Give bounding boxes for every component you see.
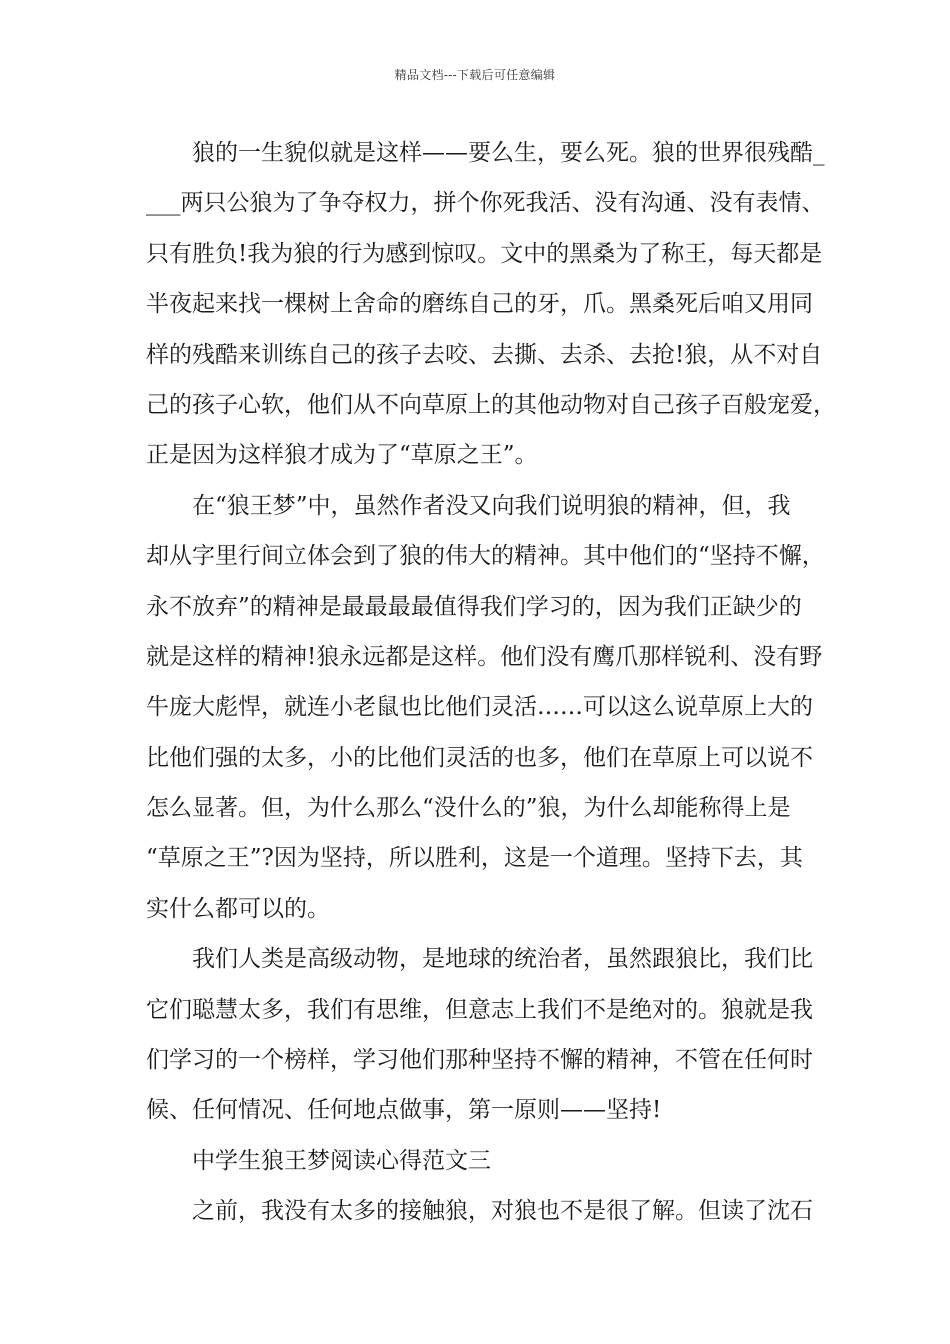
paragraph-line: 它们聪慧太多，我们有思维，但意志上我们不是绝对的。狼就是我 (146, 996, 813, 1023)
paragraph-line: 实什么都可以的。 (146, 895, 330, 922)
paragraph-line: 己的孩子心软，他们从不向草原上的其他动物对自己孩子百般宠爱， (146, 391, 836, 418)
page-header: 精品文档---下载后可任意编辑 (394, 68, 556, 82)
paragraph-line: 候、任何情况、任何地点做事，第一原则——坚持! (146, 1097, 662, 1124)
paragraph-line: 正是因为这样狼才成为了“草原之王”。 (146, 442, 538, 469)
paragraph-line: 狼的一生貌似就是这样——要么生，要么死。狼的世界很残酷_ (192, 140, 825, 166)
paragraph-line: 们学习的一个榜样，学习他们那种坚持不懈的精神，不管在任何时 (146, 1047, 813, 1074)
paragraph-line: 却从字里行间立体会到了狼的伟大的精神。其中他们的“坚持不懈， (146, 543, 825, 570)
paragraph-line: 在“狼王梦”中，虽然作者没又向我们说明狼的精神，但，我 (192, 492, 791, 519)
paragraph-line: ___两只公狼为了争夺权力，拼个你死我活、没有沟通、没有表情、 (146, 190, 825, 217)
paragraph-line: 之前，我没有太多的接触狼，对狼也不是很了解。但读了沈石 (192, 1198, 813, 1225)
paragraph-line: 只有胜负!我为狼的行为感到惊叹。文中的黑桑为了称王，每天都是 (146, 240, 823, 267)
paragraph-line: 半夜起来找一棵树上舍命的磨练自己的牙，爪。黑桑死后咱又用同 (146, 291, 813, 318)
paragraph-line: 样的残酷来训练自己的孩子去咬、去撕、去杀、去抢!狼，从不对自 (146, 341, 823, 368)
paragraph-line: 比他们强的太多，小的比他们灵活的也多，他们在草原上可以说不 (146, 744, 813, 771)
section-heading: 中学生狼王梦阅读心得范文三 (192, 1147, 491, 1174)
document-body (146, 133, 836, 1242)
paragraph-line: 怎么显著。但，为什么那么“没什么的”狼，为什么却能称得上是 (146, 795, 791, 822)
paragraph-line: 就是这样的精神!狼永远都是这样。他们没有鹰爪那样锐利、没有野 (146, 643, 823, 670)
paragraph-line: 永不放弃”的精神是最最最最值得我们学习的，因为我们正缺少的 (146, 593, 802, 620)
paragraph-line: “草原之王”?因为坚持，所以胜利，这是一个道理。坚持下去，其 (146, 845, 803, 872)
paragraph-line: 牛庞大彪悍，就连小老鼠也比他们灵活……可以这么说草原上大的 (146, 694, 813, 721)
paragraph-line: 我们人类是高级动物，是地球的统治者，虽然跟狼比，我们比 (192, 946, 813, 973)
